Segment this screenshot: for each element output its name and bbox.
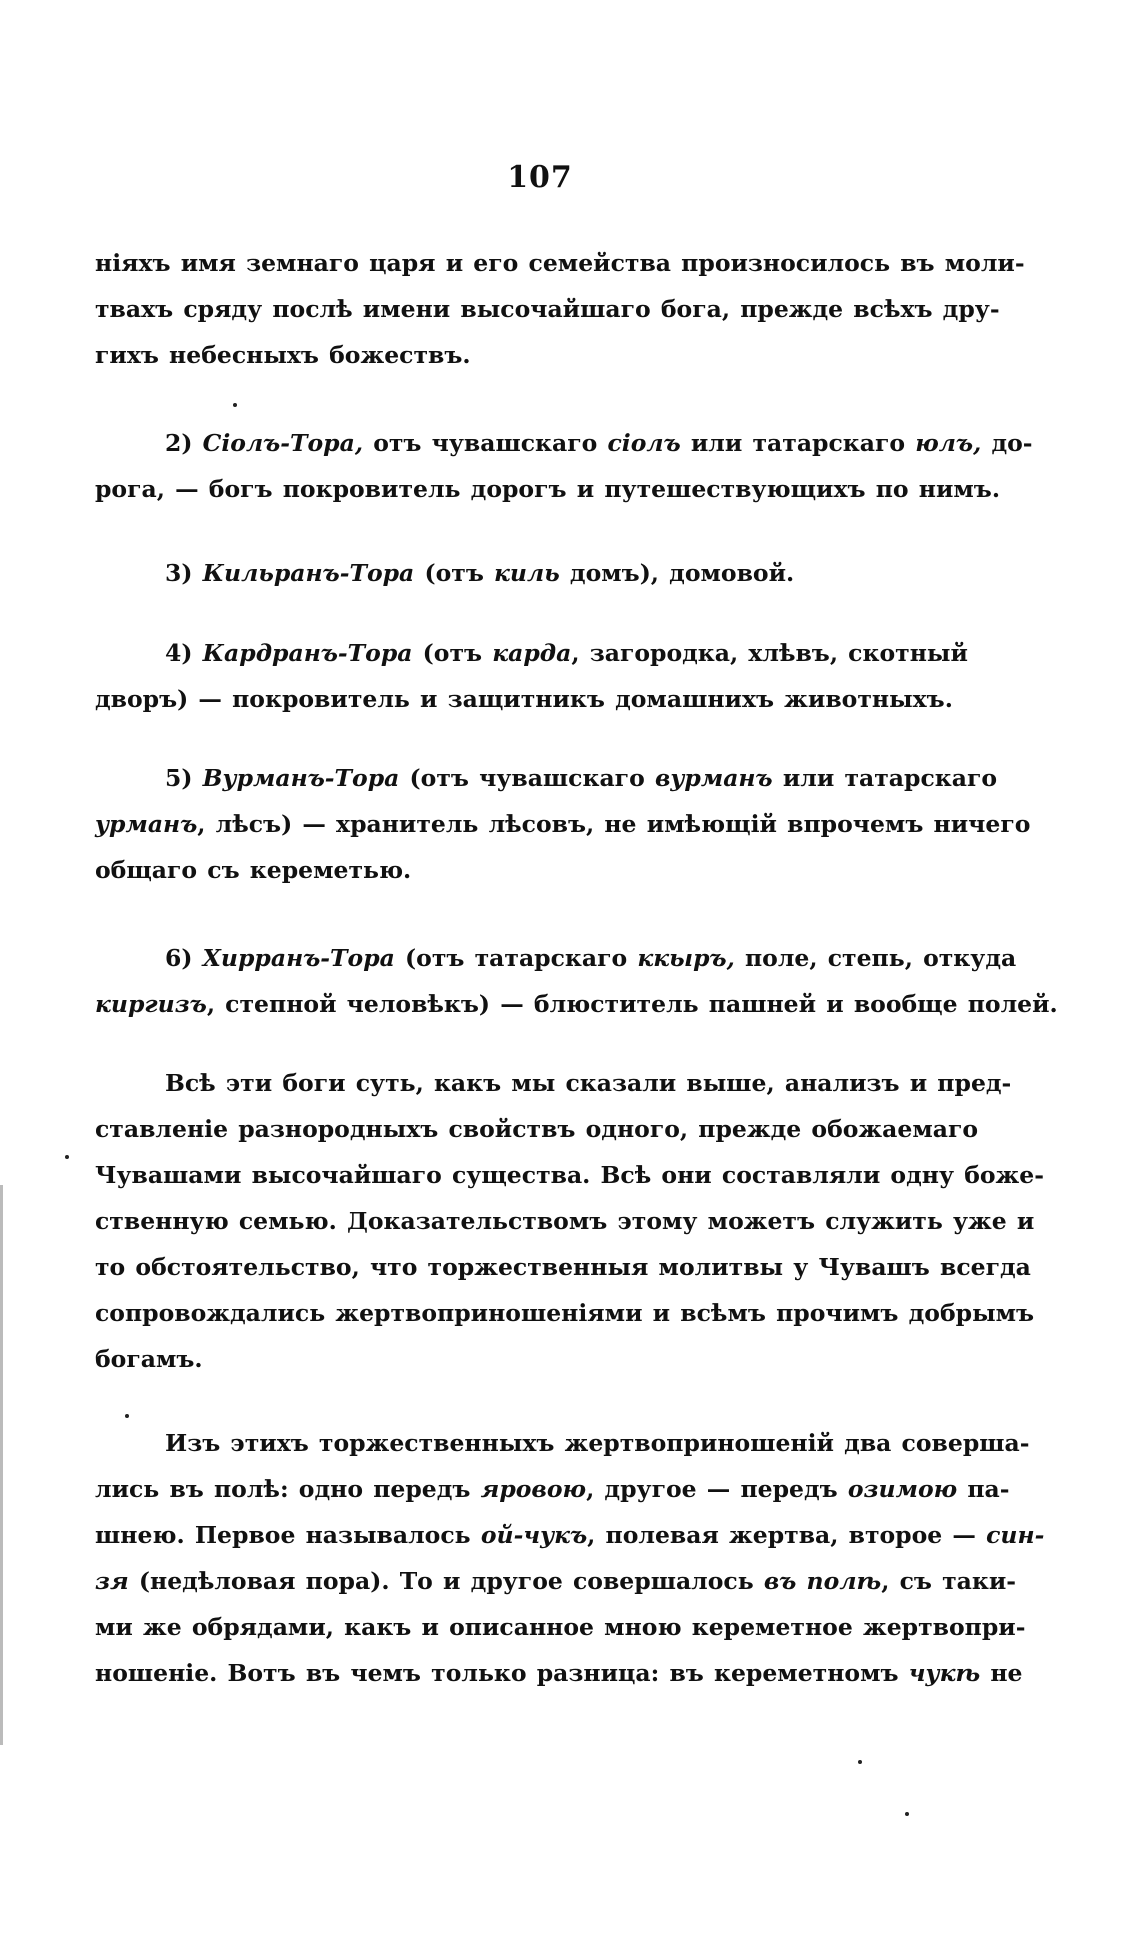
italic-term: киргизъ (95, 990, 207, 1018)
text-line (95, 332, 965, 378)
text-line (95, 1466, 1010, 1512)
text-line (95, 420, 1033, 466)
italic-term: чукѣ (908, 1659, 981, 1687)
italic-term: сіолъ (607, 429, 681, 457)
text-run: 3) (165, 559, 203, 587)
text-line (95, 935, 1017, 981)
text-line (95, 801, 1031, 847)
text-line (95, 676, 965, 722)
italic-term: урманъ (95, 810, 198, 838)
text-line (95, 981, 1058, 1027)
text-line (95, 1604, 1026, 1650)
text-run: гихъ небесныхъ божествъ. (95, 341, 471, 369)
italic-term: Сіолъ-Тора, (202, 429, 364, 457)
text-run: , загородка, хлѣвъ, скотный (571, 639, 968, 667)
text-run: , степной человѣкъ) — блюститель пашней и вообще полей. (206, 990, 1058, 1018)
paragraph-vurman-tora (95, 755, 1031, 893)
scan-speck (233, 403, 237, 407)
text-run: 2) (165, 429, 203, 457)
text-run: (отъ (412, 639, 493, 667)
scan-speck (65, 1155, 69, 1159)
text-line (95, 1198, 1035, 1244)
text-run: или татарскаго (680, 429, 916, 457)
text-run: (отъ татарскаго (394, 944, 638, 972)
scan-edge-shadow (0, 1185, 3, 1745)
text-run: шнею. Первое называлось (95, 1521, 481, 1549)
text-line (95, 1060, 1012, 1106)
text-run: ніяхъ имя земнаго царя и его семейства произносилось въ моли- (95, 249, 1025, 277)
paragraph-kardran-tora (95, 630, 968, 722)
italic-term: Хирранъ-Тора (202, 944, 395, 972)
text-line (95, 240, 1025, 286)
text-run: общаго съ кереметью. (95, 856, 412, 884)
text-run: поле, степь, откуда (734, 944, 1017, 972)
text-run: твахъ сряду послѣ имени высочайшаго бога, прежде всѣхъ дру- (95, 295, 1000, 323)
text-run: то обстоятельство, что торжественныя молитвы у Чувашъ всегда (95, 1253, 1031, 1281)
paragraph-gods-family (95, 1060, 1044, 1382)
text-line (95, 847, 965, 893)
text-run: Всѣ эти боги суть, какъ мы сказали выше, анализъ и пред- (165, 1069, 1012, 1097)
text-run: дворъ) — покровитель и защитникъ домашнихъ животныхъ. (95, 685, 953, 713)
text-run: Чувашами высочайшаго существа. Всѣ они составляли одну боже- (95, 1161, 1044, 1189)
text-line (95, 1512, 1045, 1558)
paragraph-continuation (95, 240, 1025, 378)
text-run: 6) (165, 944, 203, 972)
text-run: не (980, 1659, 1023, 1687)
text-line (95, 1558, 1017, 1604)
text-run: (недѣловая пора). То и другое совершалось (128, 1567, 764, 1595)
text-run: или татарскаго (772, 764, 998, 792)
text-run: 5) (165, 764, 203, 792)
text-line (95, 1420, 1030, 1466)
text-run: ственную семью. Доказательствомъ этому можетъ служить уже и (95, 1207, 1035, 1235)
text-run: , лѣсъ) — хранитель лѣсовъ, не имѣющій впрочемъ ничего (197, 810, 1031, 838)
text-run: па- (957, 1475, 1010, 1503)
paragraph-hirran-tora (95, 935, 1058, 1027)
page-number: 107 (507, 160, 573, 195)
text-run: Изъ этихъ торжественныхъ жертвоприношеній два соверша- (165, 1429, 1030, 1457)
text-run: 4) (165, 639, 203, 667)
text-line (95, 550, 965, 596)
italic-term: киль (494, 559, 560, 587)
italic-term: карда (492, 639, 572, 667)
paragraph-field-sacrifices (95, 1420, 1045, 1696)
text-run: , полевая жертва, второе — (587, 1521, 987, 1549)
text-line (95, 1152, 1044, 1198)
text-run: богамъ. (95, 1345, 203, 1373)
text-run: рога, — богъ покровитель дорогъ и путешествующихъ по нимъ. (95, 475, 1001, 503)
italic-term: син- (986, 1521, 1045, 1549)
italic-term: зя (95, 1567, 129, 1595)
text-line (95, 1336, 965, 1382)
italic-term: юлъ, (915, 429, 982, 457)
text-line (95, 1650, 1023, 1696)
italic-term: въ полѣ (763, 1567, 882, 1595)
text-line (95, 466, 1001, 512)
text-line (95, 1290, 1035, 1336)
text-run: лись въ полѣ: одно передъ (95, 1475, 481, 1503)
text-run: до- (981, 429, 1033, 457)
text-run: ставленіе разнородныхъ свойствъ одного, прежде обожаемаго (95, 1115, 979, 1143)
paragraph-sioly-tora (95, 420, 1033, 512)
text-line (95, 1244, 1031, 1290)
italic-term: Кильранъ-Тора (202, 559, 415, 587)
text-line (95, 286, 1000, 332)
text-run: , другое — передъ (586, 1475, 848, 1503)
paragraph-kilran-tora (95, 550, 965, 596)
text-line (95, 755, 998, 801)
text-run: отъ чувашскаго (363, 429, 608, 457)
text-line (95, 1106, 979, 1152)
italic-term: озимою (847, 1475, 958, 1503)
italic-term: ккыръ, (637, 944, 735, 972)
text-run: , съ таки- (881, 1567, 1017, 1595)
italic-term: Вурманъ-Тора (202, 764, 400, 792)
text-run: (отъ чувашскаго (399, 764, 655, 792)
text-run: сопровождались жертвоприношеніями и всѣмъ прочимъ добрымъ (95, 1299, 1035, 1327)
text-run: ми же обрядами, какъ и описанное мною кереметное жертвопри- (95, 1613, 1026, 1641)
text-line (95, 630, 968, 676)
scan-speck (905, 1812, 909, 1816)
text-run: ношеніе. Вотъ въ чемъ только разница: въ кереметномъ (95, 1659, 909, 1687)
italic-term: Кардранъ-Тора (202, 639, 413, 667)
scan-speck (858, 1760, 862, 1764)
italic-term: вурманъ (654, 764, 773, 792)
italic-term: яровою (480, 1475, 587, 1503)
text-run: домъ), домовой. (559, 559, 795, 587)
scan-speck (125, 1414, 129, 1418)
italic-term: ой-чукъ (480, 1521, 588, 1549)
text-run: (отъ (414, 559, 495, 587)
